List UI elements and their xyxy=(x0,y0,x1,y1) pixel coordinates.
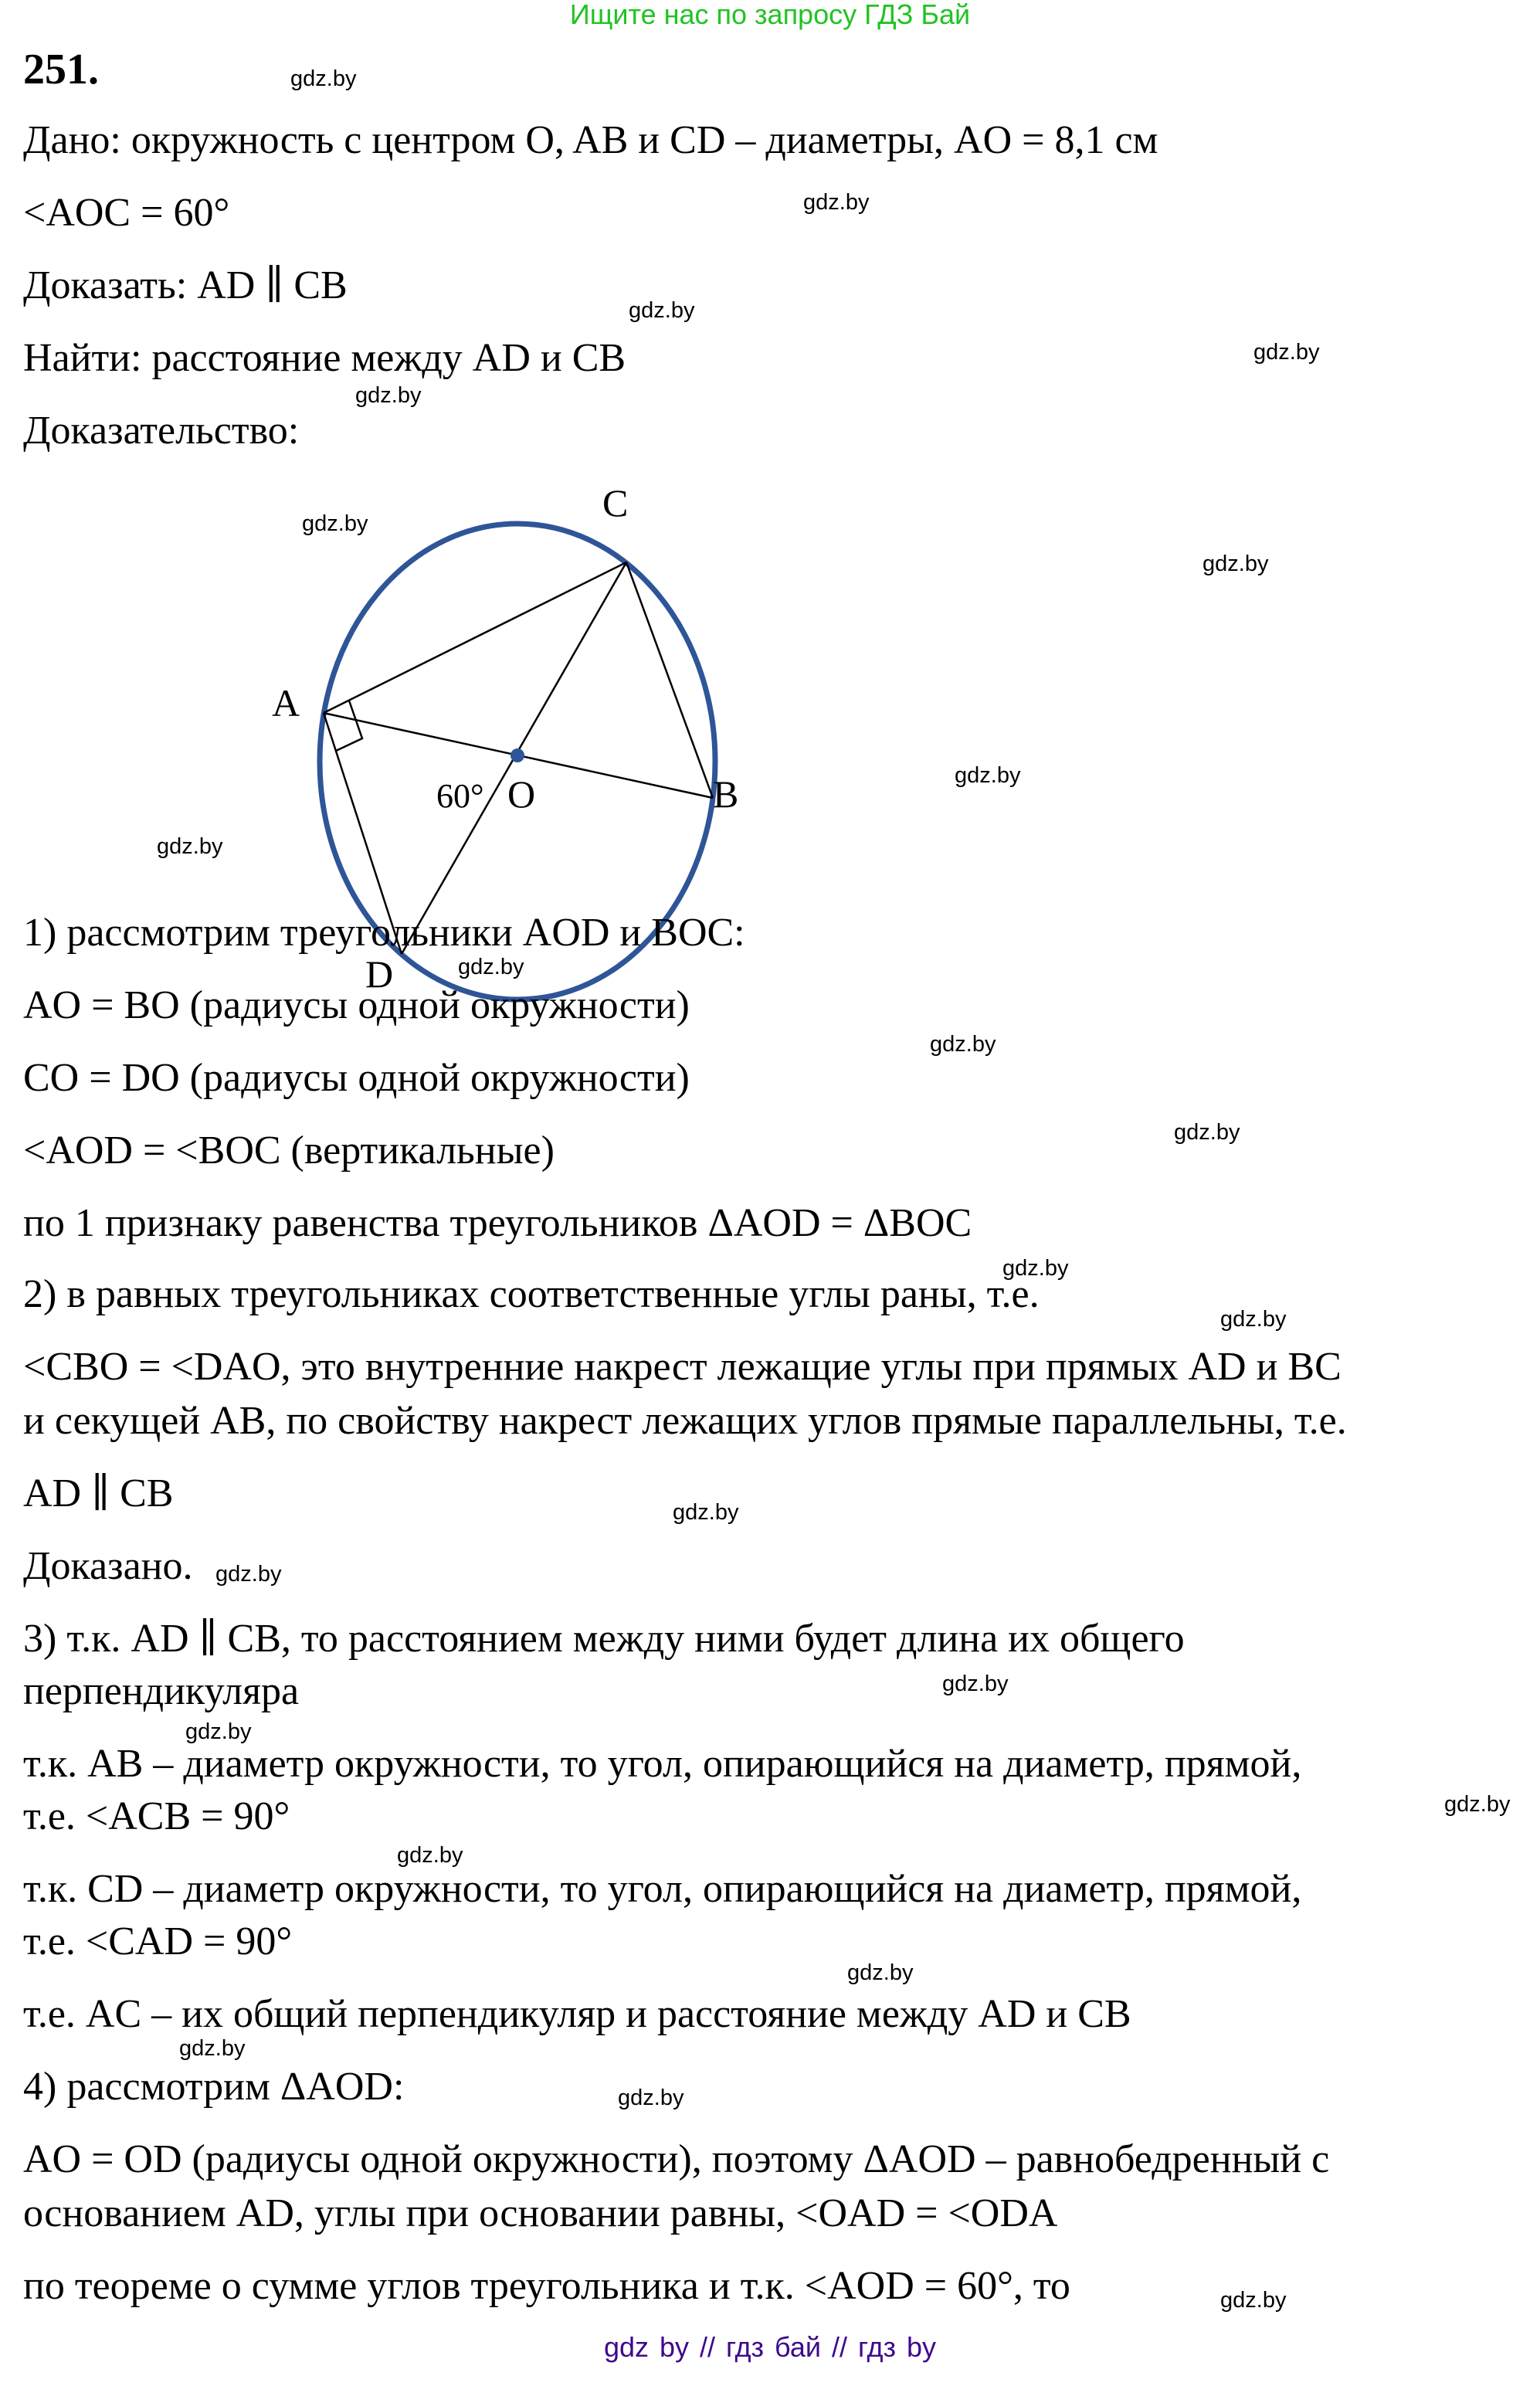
watermark: gdz.by xyxy=(185,1719,252,1744)
watermark: gdz.by xyxy=(930,1032,996,1057)
watermark: gdz.by xyxy=(290,66,357,91)
watermark: gdz.by xyxy=(1174,1120,1240,1145)
watermark: gdz.by xyxy=(157,834,223,859)
proof-step-2: 2) в равных треугольниках соответственные углы раны, т.е. xyxy=(23,1272,1040,1316)
proof-step-3-cont: перпендикуляра xyxy=(23,1669,300,1713)
watermark: gdz.by xyxy=(955,763,1021,788)
watermark: gdz.by xyxy=(847,1960,914,1985)
label-o: O xyxy=(507,772,536,816)
proof-step-1c: <AOD = <BOC (вертикальные) xyxy=(23,1129,555,1173)
label-a: A xyxy=(272,681,300,725)
site-footer: gdz by // гдз бай // гдз by xyxy=(603,2331,937,2363)
proof-step-3b: т.к. CD – диаметр окружности, то угол, опирающийся на диаметр, прямой, xyxy=(23,1867,1302,1911)
watermark: gdz.by xyxy=(1002,1256,1069,1281)
watermark: gdz.by xyxy=(803,190,870,215)
watermark: gdz.by xyxy=(1253,340,1320,365)
proof-step-1d: по 1 признаку равенства треугольников ΔAOD = ΔBOC xyxy=(23,1201,972,1245)
proof-step-2a: <CBO = <DAO, это внутренние накрест лежащие углы при прямых AD и BC xyxy=(23,1345,1342,1389)
watermark: gdz.by xyxy=(397,1843,463,1868)
watermark: gdz.by xyxy=(458,955,524,979)
proof-step-1a: AO = BO (радиусы одной окружности) xyxy=(23,983,690,1027)
proof-step-1: 1) рассмотрим треугольники AOD и BOC: xyxy=(23,911,745,955)
watermark: gdz.by xyxy=(302,511,368,536)
proof-step-2d: Доказано. xyxy=(23,1544,193,1588)
watermark: gdz.by xyxy=(1202,552,1269,576)
watermark: gdz.by xyxy=(942,1672,1009,1696)
label-d: D xyxy=(365,952,394,996)
watermark: gdz.by xyxy=(1444,1792,1511,1817)
angle-label: 60° xyxy=(436,777,484,815)
proof-step-3a: т.к. AB – диаметр окружности, то угол, опирающийся на диаметр, прямой, xyxy=(23,1742,1302,1786)
proof-step-3c: т.е. AC – их общий перпендикуляр и расстояние между AD и CB xyxy=(23,1992,1131,2036)
proof-step-4b: по теореме о сумме углов треугольника и т.к. <AOD = 60°, то xyxy=(23,2264,1070,2308)
proof-step-2b: и секущей AB, по свойству накрест лежащих углов прямые параллельны, т.е. xyxy=(23,1399,1347,1443)
watermark: gdz.by xyxy=(629,298,695,323)
proof-step-4a-cont: основанием AD, углы при основании равны, <OAD = <ODA xyxy=(23,2191,1058,2235)
watermark: gdz.by xyxy=(673,1500,739,1525)
watermark: gdz.by xyxy=(179,2036,246,2061)
find-statement: Найти: расстояние между AD и CB xyxy=(23,336,626,380)
segment-cb xyxy=(626,562,713,798)
proof-step-4a: AO = OD (радиусы одной окружности), поэтому ΔAOD – равнобедренный с xyxy=(23,2137,1330,2181)
given-angle: <AOC = 60° xyxy=(23,191,230,235)
right-angle-mark xyxy=(336,701,362,751)
watermark: gdz.by xyxy=(1220,2288,1287,2313)
proof-step-3b-cont: т.е. <CAD = 90° xyxy=(23,1919,293,1963)
search-promo-header: Ищите нас по запросу ГДЗ Бай xyxy=(569,0,971,30)
center-point xyxy=(511,748,524,762)
watermark: gdz.by xyxy=(618,2086,684,2110)
proof-label: Доказательство: xyxy=(23,409,300,453)
prove-statement: Доказать: AD ∥ CB xyxy=(23,263,348,307)
problem-number: 251. xyxy=(23,46,99,93)
label-b: B xyxy=(713,772,739,816)
proof-step-1b: CO = DO (радиусы одной окружности) xyxy=(23,1056,690,1100)
watermark: gdz.by xyxy=(1220,1307,1287,1332)
watermark: gdz.by xyxy=(355,383,422,408)
given-line: Дано: окружность с центром O, AB и CD – диаметры, AO = 8,1 см xyxy=(23,118,1158,162)
proof-step-4: 4) рассмотрим ΔAOD: xyxy=(23,2065,405,2109)
segment-ac xyxy=(324,562,626,713)
proof-step-3: 3) т.к. AD ∥ CB, то расстоянием между ними будет длина их общего xyxy=(23,1617,1185,1661)
proof-step-2c: AD ∥ CB xyxy=(23,1471,174,1515)
watermark: gdz.by xyxy=(215,1562,282,1587)
label-c: C xyxy=(602,481,629,524)
proof-step-3a-cont: т.е. <ACB = 90° xyxy=(23,1794,290,1838)
